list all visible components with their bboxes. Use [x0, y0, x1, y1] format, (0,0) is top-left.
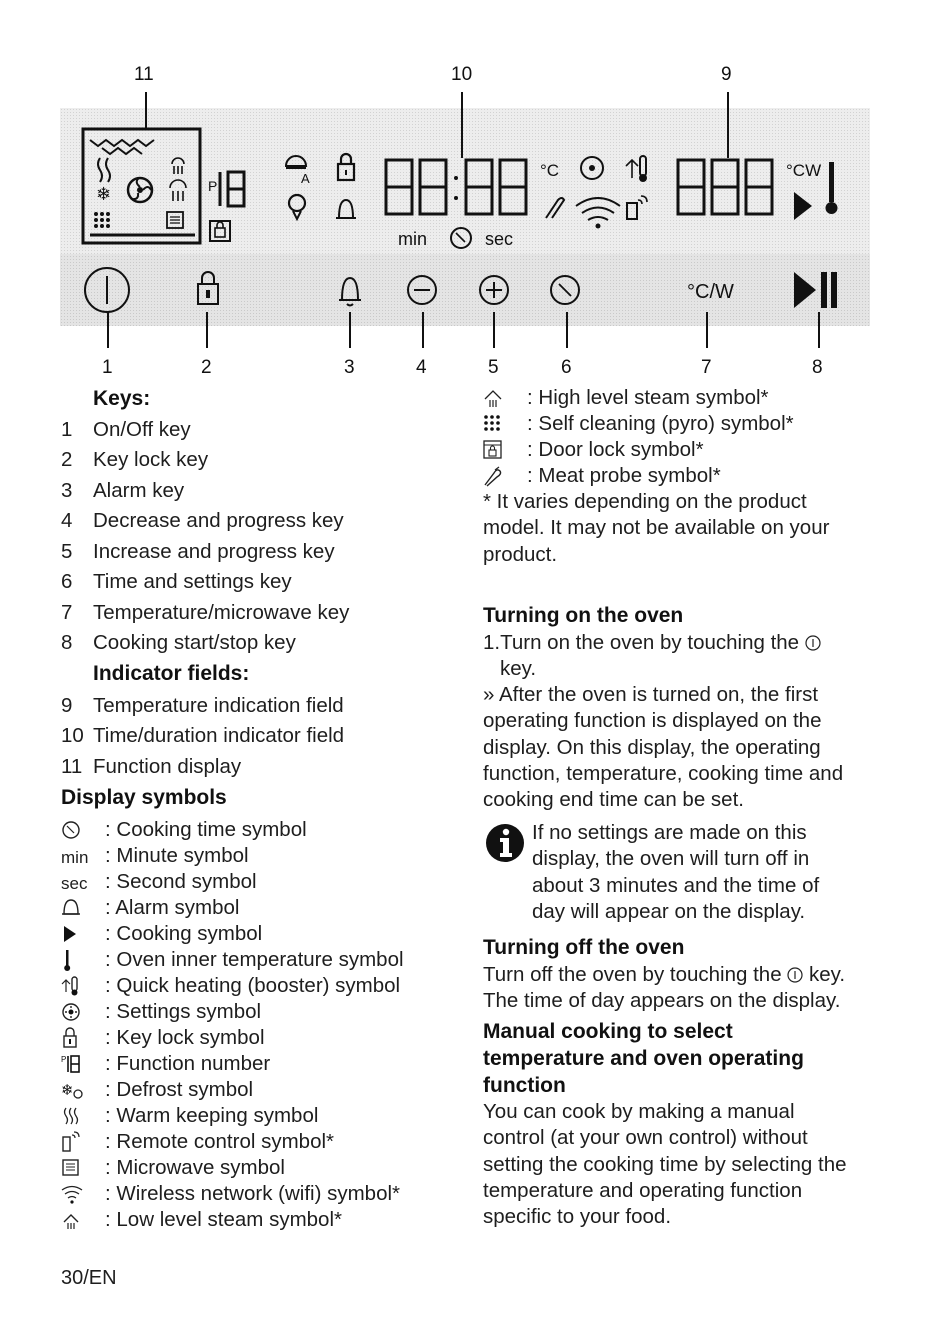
callout-line-4 [422, 312, 424, 348]
symbol-row: : Door lock symbol* [483, 437, 883, 463]
turning-on-result: » After the oven is turned on, the first operating function is displayed on the display. On this display, the operating function, temperature, cooking time and cooking end time can be set. [483, 683, 844, 812]
svg-text:P: P [61, 1055, 67, 1064]
pyro-icon [94, 212, 110, 228]
callout-line-1 [107, 312, 109, 348]
symbol-row: sec : Second symbol [61, 870, 257, 893]
svg-text:°C: °C [540, 161, 560, 180]
svg-text:°CW: °CW [786, 161, 822, 180]
wifi-lcd-icon [576, 198, 620, 220]
symbol-row: : Warm keeping symbol [61, 1103, 461, 1129]
defrost-icon [61, 1079, 91, 1101]
time-digits [386, 160, 526, 214]
callout-9: 9 [721, 64, 732, 85]
turning-off-heading: Turning off the oven [483, 936, 685, 959]
turning-off-text: Turn off the oven by touching the key. The time of day appears on the display. [483, 963, 846, 1013]
svg-text:❄: ❄ [61, 1081, 74, 1099]
warm-keeping-icon [98, 158, 110, 182]
wifi-icon [61, 1183, 91, 1205]
callout-6: 6 [561, 357, 572, 378]
manual-cooking-heading: Manual cooking to select temperature and oven operating function [483, 1020, 804, 1097]
svg-text:sec: sec [485, 229, 514, 249]
symbol-row: : Settings symbol [61, 999, 461, 1025]
steam-icon [172, 158, 184, 174]
symbol-row: : Quick heating (booster) symbol [61, 973, 461, 999]
lock-icon [61, 1027, 91, 1049]
callout-2: 2 [201, 357, 212, 378]
door-lock-lcd-icon [210, 221, 230, 241]
symbol-row: : Remote control symbol* [61, 1129, 461, 1155]
keys-row [60, 254, 870, 326]
lcd-symbols [60, 108, 870, 254]
callout-8: 8 [812, 357, 823, 378]
warm-keeping-icon [61, 1105, 91, 1127]
temperature-key-icon: °C/W [687, 281, 734, 303]
callout-line-3 [349, 312, 351, 348]
callout-4: 4 [416, 357, 427, 378]
turning-on-heading: Turning on the oven [483, 604, 684, 627]
symbol-row: : Alarm symbol [61, 895, 461, 921]
callout-line-2 [206, 312, 208, 348]
callout-1: 1 [102, 357, 113, 378]
power-icon [787, 967, 803, 983]
thermometer-lcd-icon [829, 162, 834, 202]
keys-heading: Keys: [93, 387, 151, 410]
svg-text:A: A [301, 171, 310, 186]
callout-7: 7 [701, 357, 712, 378]
steam-high-icon [170, 180, 186, 201]
symbol-row: : Self cleaning (pyro) symbol* [483, 411, 883, 437]
function-number-icon [61, 1053, 91, 1075]
booster-icon [61, 975, 91, 997]
meat-probe-icon [483, 465, 513, 487]
display-symbols-heading: Display symbols [61, 786, 227, 809]
min-text-icon: min [61, 848, 89, 867]
pyro-icon [483, 413, 513, 435]
booster-lcd-icon [626, 160, 638, 178]
info-icon [485, 823, 527, 865]
callout-line-8 [818, 312, 820, 348]
start-stop-key-icon [794, 272, 816, 308]
sec-text-icon: sec [61, 874, 88, 893]
symbol-row: : Meat probe symbol* [483, 463, 883, 489]
symbol-row: : Microwave symbol [61, 1155, 461, 1181]
grill-heater-icon [90, 140, 154, 146]
info-note: If no settings are made on this display, the oven will turn off in about 3 minutes and the time of day will appear on the display. [532, 821, 820, 923]
footnote: * It varies depending on the product model. It may not be available on your product. [483, 490, 830, 566]
symbol-row: min : Minute symbol [61, 844, 249, 867]
symbol-row: : Oven inner temperature symbol [61, 947, 461, 973]
callout-line-5 [493, 312, 495, 348]
symbol-row: ❄ : Defrost symbol [61, 1078, 254, 1101]
symbol-row: P : Function number [61, 1052, 271, 1075]
meat-probe-lcd-icon [546, 198, 564, 218]
thermometer-icon [61, 949, 91, 971]
symbol-row: : High level steam symbol* [483, 385, 883, 411]
callout-5: 5 [488, 357, 499, 378]
callout-10: 10 [451, 64, 473, 85]
low-steam-icon [61, 1209, 91, 1231]
symbol-row: : Cooking symbol [61, 921, 461, 947]
clock-icon [61, 819, 91, 841]
microwave-icon [61, 1157, 91, 1179]
power-icon [805, 635, 821, 651]
bell-lcd-icon [339, 200, 353, 218]
door-lock-icon [483, 439, 513, 461]
svg-text:min: min [398, 229, 428, 249]
play-icon [61, 923, 91, 945]
remote-lcd-icon [627, 203, 637, 219]
auto-program-icon [286, 156, 306, 166]
symbol-row: : Key lock symbol [61, 1025, 461, 1051]
callout-line-7 [706, 312, 708, 348]
settings-icon [61, 1001, 91, 1023]
cooking-play-lcd-icon [794, 192, 812, 220]
programs-icon [289, 195, 305, 211]
symbol-row: : Cooking time symbol [61, 817, 461, 843]
callout-3: 3 [344, 357, 355, 378]
svg-text:P: P [208, 178, 218, 194]
symbol-row: : Wireless network (wifi) symbol* [61, 1181, 461, 1207]
callout-11: 11 [134, 64, 154, 85]
symbol-row: : Low level steam symbol* [61, 1207, 461, 1233]
alarm-key-icon [342, 278, 358, 300]
bell-icon [61, 897, 91, 919]
turning-on-step: 1.Turn on the oven by touching the key. [483, 630, 913, 683]
indicator-fields-heading: Indicator fields: [93, 662, 250, 685]
remote-control-icon [61, 1131, 91, 1153]
high-steam-icon [483, 387, 513, 409]
manual-cooking-text: You can cook by making a manual control (at your own control) without setting the cooking time by selecting the temperature and operating function specific to your food. [483, 1100, 847, 1229]
temperature-digits [678, 160, 772, 214]
defrost-icon: ❄ [96, 184, 112, 205]
page-number: 30/EN [61, 1267, 117, 1289]
callout-line-6 [566, 312, 568, 348]
